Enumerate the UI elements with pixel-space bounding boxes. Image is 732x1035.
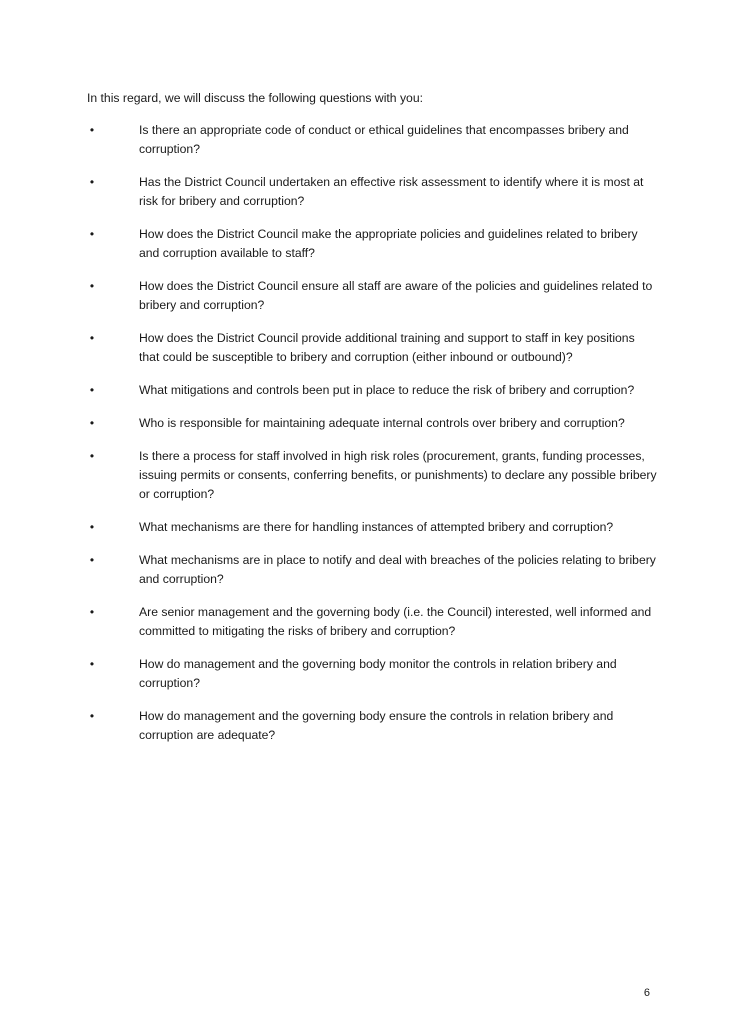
question-text: What mitigations and controls been put in place to reduce the risk of bribery and corruption?	[139, 383, 635, 397]
question-text: What mechanisms are there for handling instances of attempted bribery and corruption?	[139, 520, 614, 534]
bullet-icon: •	[89, 175, 95, 189]
question-text: How does the District Council ensure all staff are aware of the policies and guidelines related to bribery and corruption?	[139, 279, 653, 312]
bullet-icon: •	[89, 520, 95, 534]
list-item	[87, 173, 657, 211]
bullet-icon: •	[89, 709, 95, 723]
list-item	[87, 603, 657, 641]
question-text: Is there an appropriate code of conduct or ethical guidelines that encompasses bribery and corruption?	[139, 123, 629, 156]
list-item	[87, 707, 657, 745]
question-text: How do management and the governing body ensure the controls in relation bribery and corruption are adequate?	[139, 709, 614, 742]
bullet-icon: •	[89, 553, 95, 567]
list-item	[87, 518, 657, 537]
list-item	[87, 447, 657, 504]
bullet-icon: •	[89, 227, 95, 241]
bullet-icon: •	[89, 331, 95, 345]
page-number: 6	[643, 987, 650, 999]
bullet-icon: •	[89, 279, 95, 293]
question-text: Who is responsible for maintaining adequate internal controls over bribery and corruption?	[139, 416, 625, 430]
list-item	[87, 225, 657, 263]
bullet-icon: •	[89, 449, 95, 463]
list-item	[87, 414, 657, 433]
intro-paragraph: In this regard, we will discuss the following questions with you:	[87, 91, 423, 105]
list-item	[87, 277, 657, 315]
list-item	[87, 329, 657, 367]
question-text: Are senior management and the governing body (i.e. the Council) interested, well informed and committed to mitigating the risks of bribery and corruption?	[139, 605, 652, 638]
question-text: Is there a process for staff involved in high risk roles (procurement, grants, funding processes, issuing permits or consents, conferring benefits, or punishments) to declare any possible bribery or corruption?	[139, 449, 657, 501]
list-item	[87, 121, 657, 159]
bullet-icon: •	[89, 416, 95, 430]
question-text: Has the District Council undertaken an effective risk assessment to identify where it is most at risk for bribery and corruption?	[139, 175, 644, 208]
question-text: What mechanisms are in place to notify and deal with breaches of the policies relating to bribery and corruption?	[139, 553, 656, 586]
bullet-icon: •	[89, 383, 95, 397]
question-text: How do management and the governing body monitor the controls in relation bribery and corruption?	[139, 657, 617, 690]
list-item	[87, 655, 657, 693]
question-text: How does the District Council provide additional training and support to staff in key positions that could be susceptible to bribery and corruption (either inbound or outbound)?	[139, 331, 635, 364]
bullet-icon: •	[89, 123, 95, 137]
list-item	[87, 381, 657, 400]
list-item	[87, 551, 657, 589]
bullet-icon: •	[89, 605, 95, 619]
question-text: How does the District Council make the appropriate policies and guidelines related to bribery and corruption available to staff?	[139, 227, 638, 260]
bullet-icon: •	[89, 657, 95, 671]
questions-list	[87, 121, 657, 759]
